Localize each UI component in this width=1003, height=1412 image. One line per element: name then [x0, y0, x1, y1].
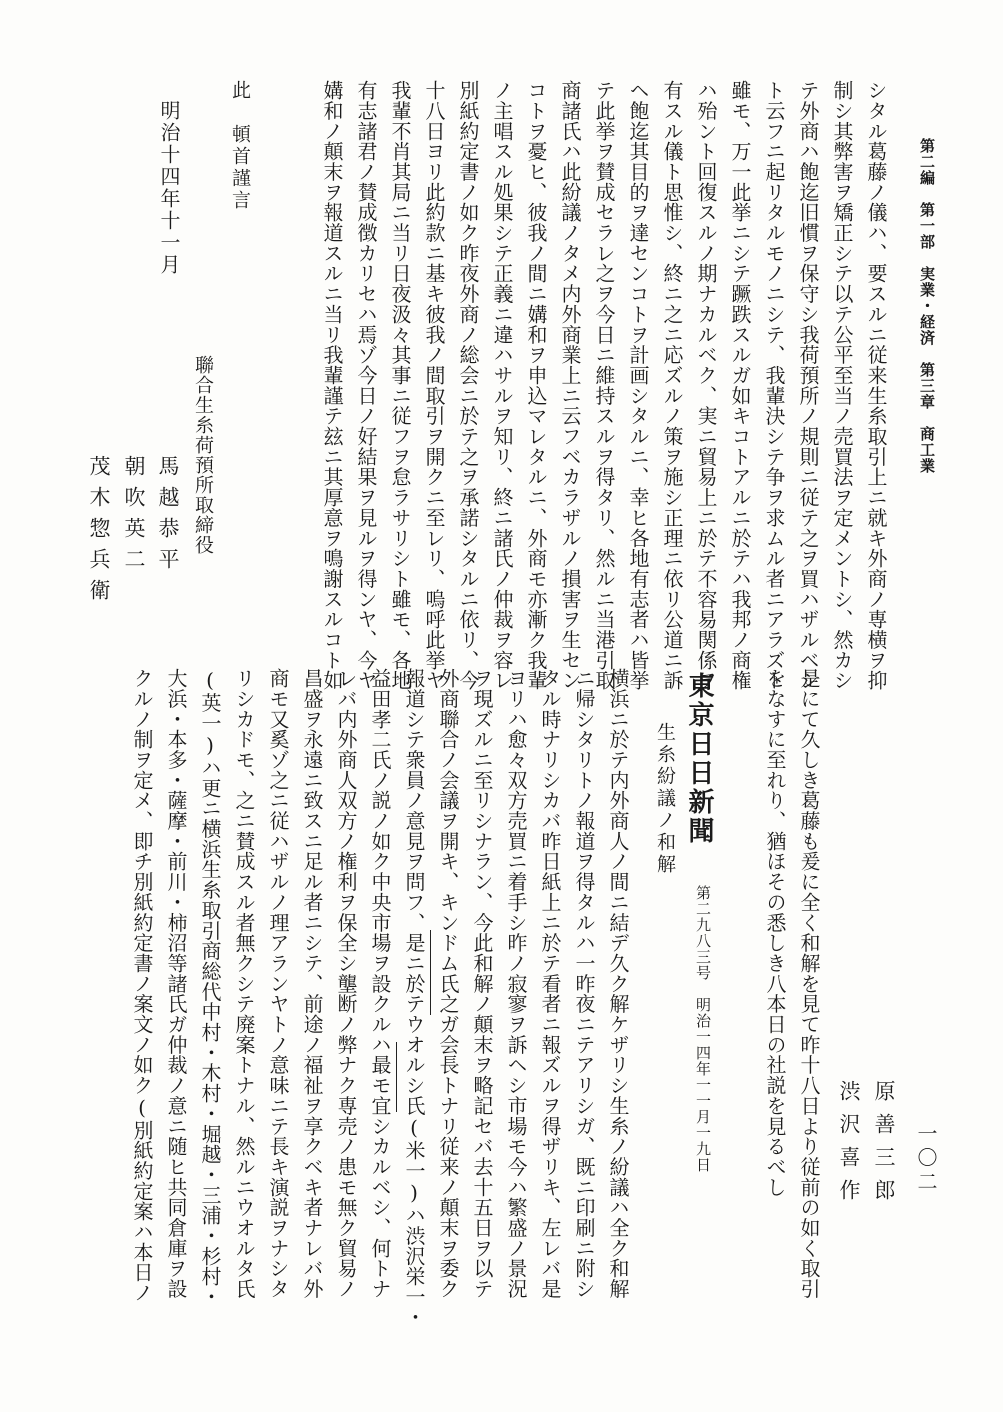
top-body-column: コトヲ憂ヒ、彼我ノ間ニ媾和ヲ申込マレタルニ、外商モ亦漸ク我輩 — [524, 80, 548, 691]
top-body-column: シタル葛藤ノ儀ハ、要スルニ従来生糸取引上ニ就キ外商ノ専横ヲ抑 — [864, 80, 888, 691]
top-body-column: 有志諸君ノ賛成徴カリセハ焉ゾ今日ノ好結果ヲ見ルヲ得ンヤ、今ヤ — [354, 80, 378, 691]
top-body-column: 制シ其弊害ヲ矯正シテ以テ公平至当ノ売買法ヲ定メントシ、然カシ — [830, 80, 854, 691]
top-body-column: 雖モ、万一此挙ニシテ蹶跌スルガ如キコトアルニ於テハ我邦ノ商権 — [728, 80, 752, 691]
article-column: ニ帰シタリトノ報道ヲ得タルハ一昨夜ニテアリシガ、既ニ印刷ニ附シ — [572, 668, 596, 1299]
newspaper-issue: 第二九八三号 明治一四年一一月一九日 — [694, 885, 712, 1173]
article-column: ヲ現ズルニ至リシナラン、今此和解ノ顛末ヲ略記セバ去十五日ヲ以テ — [470, 668, 494, 1299]
top-body-column: ト云フニ起リタルモノニシテ、我輩決シテ争ヲ求ムル者ニアラズト — [762, 80, 786, 691]
article-column: 横浜ニ於テ内外商人ノ間ニ結デ久ク解ケザリシ生糸ノ紛議ハ全ク和解 — [606, 668, 630, 1299]
intro-note-column: をなすに至れり、猶ほその悉しき八本日の社説を見るべし — [763, 668, 787, 1198]
organization-name: 聯合生糸荷預所取締役 — [192, 355, 214, 555]
page-number: 一〇二 — [914, 1123, 938, 1195]
article-column: クルノ制ヲ定メ、即チ別紙約定書ノ案文ノ如ク(別紙約定案ハ本日ノ — [130, 668, 154, 1303]
signatory-name: 原善三郎 — [872, 1080, 896, 1212]
sideline-mark — [430, 930, 431, 1015]
article-column: 外商聯合ノ会議ヲ開キ、キンドム氏之ガ会長トナリ従来ノ顛末ヲ委ク — [436, 668, 460, 1299]
intro-note-column: 是にて久しき葛藤も爰に全く和解を見て昨十八日より従前の如く取引 — [797, 668, 821, 1299]
article-column: 報道シテ衆員ノ意見ヲ問フ、是ニ於テウオルシ氏(米一)ハ渋沢栄一・ — [402, 668, 426, 1328]
closing-phrase: 此 頓首謹言 — [229, 80, 251, 212]
article-column: 益田孝二氏ノ説ノ如ク中央市場ヲ設クルハ最モ宜シカルベシ、何トナ — [368, 668, 392, 1299]
article-title: 生糸紛議ノ和解 — [654, 722, 676, 876]
top-body-column: 我輩不肖其局ニ当リ日夜汲々其事ニ従フヲ怠ラサリシト雖モ、各地 — [388, 80, 412, 691]
article-column: 大浜・本多・薩摩・前川・柿沼等諸氏ガ仲裁ノ意ニ随ヒ共同倉庫ヲ設 — [164, 668, 188, 1299]
top-body-column: 商諸氏ハ此紛議ノタメ内外商業上ニ云フベカラザルノ損害ヲ生セン — [558, 80, 582, 691]
signatory-name: 朝吹英二 — [122, 455, 146, 579]
top-body-column: ノ主唱スル処果シテ正義ニ違ハサルヲ知リ、終ニ諸氏ノ仲裁ヲ容レ — [490, 80, 514, 691]
article-column: 昌盛ヲ永遠ニ致スニ足ル者ニシテ、前途ノ福祉ヲ享クベキ者ナレバ外 — [300, 668, 324, 1299]
top-body-column: 十八日ヨリ此約款ニ基キ彼我ノ間取引ヲ開クニ至レリ、嗚呼此挙ヤ — [422, 80, 446, 691]
letter-date: 明治十四年十一月 — [157, 100, 181, 276]
top-body-column: 別紙約定書ノ如ク昨夜外商ノ総会ニ於テ之ヲ承諾シタルニ依リ、今 — [456, 80, 480, 691]
signatory-name: 馬越恭平 — [156, 455, 180, 579]
top-body-column: テ此挙ヲ賛成セラレ之ヲ今日ニ維持スルヲ得タリ、然ルニ当港引取 — [592, 80, 616, 691]
article-column: レバ内外商人双方ノ権利ヲ保全シ壟断ノ弊ナク専売ノ患モ無ク貿易ノ — [334, 668, 358, 1299]
signatory-name: 茂木惣兵衛 — [87, 455, 111, 610]
article-column: ヨリハ愈々双方売買ニ着手シ昨ノ寂寥ヲ訴ヘシ市場モ今ハ繁盛ノ景況 — [504, 668, 528, 1299]
article-column: 商モ又奚ゾ之ニ従ハザルノ理アランヤトノ意味ニテ長キ演説ヲナシタ — [266, 668, 290, 1299]
newspaper-title: 東京日日新聞 — [684, 672, 714, 846]
article-column: タル時ナリシカバ昨日紙上ニ於テ看者ニ報ズルヲ得ザリキ、左レバ是 — [538, 668, 562, 1299]
top-body-column: 媾和ノ顛末ヲ報道スルニ当リ我輩謹テ玆ニ其厚意ヲ鳴謝スルコト如 — [320, 80, 344, 691]
article-column: リシカドモ、之ニ賛成スル者無クシテ廃案トナル、然ルニウオルタ氏 — [232, 668, 256, 1299]
top-body-column: ヘ飽迄其目的ヲ達センコトヲ計画シタルニ、幸ヒ各地有志者ハ皆挙 — [626, 80, 650, 691]
sideline-mark — [396, 1042, 397, 1112]
top-body-column: ハ殆ント回復スルノ期ナカルベク、実ニ貿易上ニ於テ不容易関係ヲ — [694, 80, 718, 691]
running-head: 第二編 第一部 実業・経済 第三章 商工業 — [918, 138, 936, 474]
signatory-name: 渋沢喜作 — [837, 1080, 861, 1212]
top-body-column: 有スル儀ト思惟シ、終ニ之ニ応ズルノ策ヲ施シ正理ニ依リ公道ニ訴 — [660, 80, 684, 691]
article-column: (英一)ハ更ニ横浜生糸取引商総代中村・木村・堀越・三浦・杉村・ — [198, 668, 222, 1307]
top-body-column: テ外商ハ飽迄旧慣ヲ保守シ我荷預所ノ規則ニ従テ之ヲ買ハザルベシ — [796, 80, 820, 691]
